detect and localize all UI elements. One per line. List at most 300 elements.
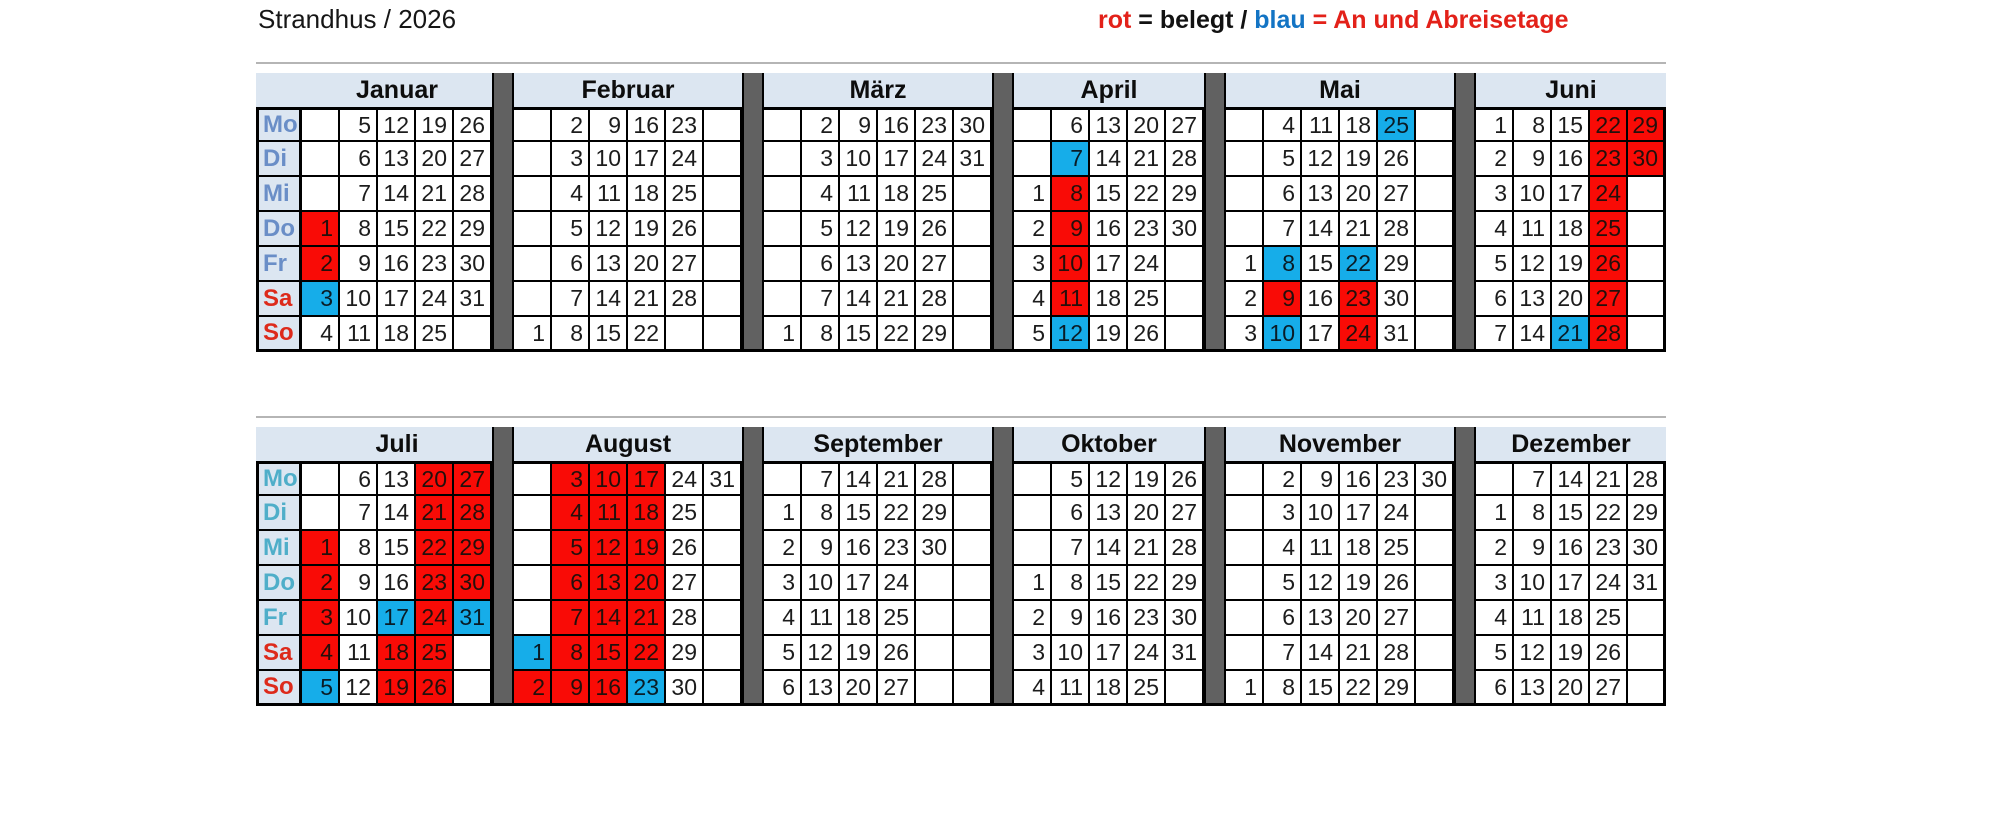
day-cell: 30 [1378,282,1416,317]
day-cell: 22 [628,317,666,352]
day-cell: 19 [840,636,878,671]
month-header: August [514,427,742,461]
day-cell: 29 [1628,496,1666,531]
day-cell-empty [916,636,954,671]
day-cell: 23 [416,247,454,282]
weekday-label: Do [256,566,302,601]
day-cell: 4 [302,636,340,671]
day-cell: 18 [1340,531,1378,566]
day-cell: 16 [1302,282,1340,317]
day-cell: 8 [1514,496,1552,531]
day-cell: 1 [514,317,552,352]
day-cell: 27 [454,142,492,177]
day-cell: 9 [1302,461,1340,496]
day-cell: 27 [916,247,954,282]
day-cell: 21 [1590,461,1628,496]
day-cell: 14 [1302,212,1340,247]
month-header: Juli [302,427,492,461]
day-cell: 22 [416,212,454,247]
day-cell: 29 [916,317,954,352]
day-cell: 1 [302,531,340,566]
day-cell-empty [1226,461,1264,496]
day-cell: 16 [878,107,916,142]
weekday-label: Do [256,212,302,247]
day-cell: 1 [1476,107,1514,142]
day-cell: 15 [1090,177,1128,212]
day-cell: 22 [1128,566,1166,601]
month-header: November [1226,427,1454,461]
day-cell: 1 [1226,247,1264,282]
day-cell: 28 [916,461,954,496]
day-cell: 11 [1514,212,1552,247]
day-cell: 16 [1090,601,1128,636]
day-cell: 16 [378,566,416,601]
month-separator [1454,427,1476,706]
day-cell: 2 [552,107,590,142]
day-cell: 12 [1052,317,1090,352]
day-cell: 20 [1128,496,1166,531]
legend-part: = belegt / [1131,6,1255,34]
day-cell: 5 [552,212,590,247]
day-cell: 25 [666,496,704,531]
day-cell-empty [1226,212,1264,247]
day-cell: 5 [1014,317,1052,352]
day-cell: 12 [590,212,628,247]
legend-part: blau [1254,6,1306,34]
day-cell-empty [704,107,742,142]
day-cell-empty [954,177,992,212]
day-cell: 12 [1302,566,1340,601]
day-cell: 27 [1590,671,1628,706]
day-cell: 29 [454,212,492,247]
day-cell: 24 [416,282,454,317]
day-cell: 4 [764,601,802,636]
day-cell: 26 [1378,566,1416,601]
day-cell-empty [1416,177,1454,212]
day-cell: 30 [1628,142,1666,177]
day-cell: 18 [1090,282,1128,317]
day-cell: 14 [590,601,628,636]
weekday-label: Mi [256,531,302,566]
day-cell-empty [954,671,992,706]
day-cell: 7 [340,496,378,531]
day-cell: 30 [1166,212,1204,247]
day-cell: 21 [878,282,916,317]
day-cell: 24 [666,142,704,177]
month-header: April [1014,73,1204,107]
day-cell-empty [1628,671,1666,706]
day-cell: 26 [1590,636,1628,671]
day-cell: 26 [666,531,704,566]
day-cell: 1 [1014,566,1052,601]
calendar-grid-jan-jun [256,73,1666,352]
day-cell: 30 [666,671,704,706]
day-cell: 11 [340,636,378,671]
day-cell: 21 [416,496,454,531]
weekday-column-header [256,427,302,461]
day-cell: 16 [628,107,666,142]
day-cell: 11 [802,601,840,636]
day-cell: 6 [1264,601,1302,636]
legend [1098,6,1568,35]
day-cell: 24 [1590,566,1628,601]
day-cell: 16 [1552,531,1590,566]
day-cell: 14 [840,461,878,496]
day-cell: 31 [1378,317,1416,352]
day-cell: 18 [628,177,666,212]
day-cell-empty [954,531,992,566]
day-cell: 20 [1340,601,1378,636]
day-cell: 6 [1476,282,1514,317]
day-cell: 10 [1052,636,1090,671]
day-cell: 25 [878,601,916,636]
day-cell: 20 [1552,282,1590,317]
month-header: Juni [1476,73,1666,107]
day-cell: 17 [840,566,878,601]
day-cell: 13 [1302,177,1340,212]
day-cell-empty [514,566,552,601]
day-cell-empty [1628,177,1666,212]
day-cell: 14 [590,282,628,317]
day-cell-empty [302,461,340,496]
day-cell: 14 [1090,531,1128,566]
day-cell: 13 [1090,107,1128,142]
day-cell: 23 [1590,142,1628,177]
day-cell: 11 [1052,282,1090,317]
day-cell-empty [514,142,552,177]
month-header: Januar [302,73,492,107]
month-separator [492,73,514,352]
day-cell-empty [1628,212,1666,247]
calendar-first-half [256,62,1666,352]
day-cell-empty [1416,212,1454,247]
day-cell-empty [1226,496,1264,531]
day-cell: 17 [378,601,416,636]
day-cell: 13 [1302,601,1340,636]
day-cell: 19 [628,531,666,566]
day-cell: 21 [1552,317,1590,352]
weekday-label: Mo [256,107,302,142]
day-cell: 17 [878,142,916,177]
day-cell-empty [764,212,802,247]
day-cell: 28 [1628,461,1666,496]
day-cell: 16 [840,531,878,566]
page-title: Strandhus / 2026 [258,4,457,34]
day-cell: 23 [628,671,666,706]
day-cell: 22 [1128,177,1166,212]
day-cell: 21 [1128,531,1166,566]
day-cell-empty [302,142,340,177]
day-cell: 28 [916,282,954,317]
day-cell-empty [514,461,552,496]
day-cell: 13 [802,671,840,706]
day-cell: 15 [1552,107,1590,142]
day-cell: 6 [1052,107,1090,142]
day-cell: 9 [1052,212,1090,247]
day-cell-empty [1628,282,1666,317]
day-cell: 15 [590,317,628,352]
day-cell: 22 [878,317,916,352]
day-cell-empty [1226,107,1264,142]
day-cell: 23 [666,107,704,142]
day-cell-empty [1416,142,1454,177]
weekday-label: So [256,671,302,706]
day-cell: 2 [802,107,840,142]
day-cell-empty [1416,636,1454,671]
day-cell: 22 [878,496,916,531]
day-cell: 18 [878,177,916,212]
day-cell: 25 [1378,107,1416,142]
day-cell: 30 [916,531,954,566]
day-cell: 7 [802,461,840,496]
day-cell: 24 [416,601,454,636]
day-cell-empty [514,496,552,531]
day-cell: 1 [764,496,802,531]
month-header: Dezember [1476,427,1666,461]
day-cell-empty [1014,496,1052,531]
day-cell: 13 [378,461,416,496]
day-cell: 25 [916,177,954,212]
day-cell-empty [764,107,802,142]
day-cell: 8 [802,496,840,531]
day-cell-empty [1166,247,1204,282]
day-cell: 28 [1590,317,1628,352]
day-cell-empty [1628,247,1666,282]
day-cell: 11 [340,317,378,352]
day-cell: 24 [1590,177,1628,212]
day-cell: 22 [1590,496,1628,531]
day-cell: 8 [340,531,378,566]
day-cell: 4 [1014,671,1052,706]
month-header: September [764,427,992,461]
day-cell: 28 [454,177,492,212]
day-cell: 20 [840,671,878,706]
day-cell: 30 [1416,461,1454,496]
day-cell: 15 [1302,247,1340,282]
day-cell: 6 [1476,671,1514,706]
day-cell: 23 [1128,212,1166,247]
day-cell-empty [1416,531,1454,566]
day-cell: 7 [1052,531,1090,566]
divider-line [256,62,1666,64]
day-cell-empty [1226,177,1264,212]
day-cell-empty [704,282,742,317]
day-cell-empty [764,282,802,317]
day-cell-empty [302,107,340,142]
day-cell: 12 [340,671,378,706]
day-cell: 28 [454,496,492,531]
month-header: Oktober [1014,427,1204,461]
day-cell: 17 [1340,496,1378,531]
day-cell: 8 [1264,671,1302,706]
day-cell: 9 [1052,601,1090,636]
day-cell: 13 [590,566,628,601]
day-cell: 24 [1128,636,1166,671]
day-cell: 26 [1128,317,1166,352]
day-cell: 16 [1340,461,1378,496]
day-cell-empty [1416,496,1454,531]
day-cell: 3 [302,282,340,317]
day-cell-empty [954,212,992,247]
day-cell: 30 [454,566,492,601]
day-cell-empty [454,636,492,671]
day-cell: 25 [1128,671,1166,706]
day-cell-empty [704,177,742,212]
day-cell: 10 [590,461,628,496]
day-cell: 23 [1128,601,1166,636]
day-cell: 15 [590,636,628,671]
day-cell: 18 [840,601,878,636]
day-cell-empty [1014,107,1052,142]
day-cell: 16 [378,247,416,282]
day-cell-empty [1416,566,1454,601]
day-cell: 12 [840,212,878,247]
day-cell: 7 [552,282,590,317]
day-cell-empty [514,177,552,212]
day-cell-empty [916,601,954,636]
day-cell: 17 [1552,566,1590,601]
day-cell: 2 [1226,282,1264,317]
day-cell-empty [514,531,552,566]
day-cell: 8 [1052,177,1090,212]
day-cell-empty [514,107,552,142]
day-cell: 26 [1590,247,1628,282]
day-cell: 27 [1166,496,1204,531]
day-cell: 25 [1590,212,1628,247]
day-cell: 19 [1552,247,1590,282]
day-cell: 26 [916,212,954,247]
day-cell: 25 [416,636,454,671]
day-cell: 28 [1378,212,1416,247]
day-cell: 10 [1052,247,1090,282]
divider-line [256,416,1666,418]
month-separator [992,73,1014,352]
day-cell: 5 [1264,566,1302,601]
day-cell: 2 [302,247,340,282]
day-cell: 7 [552,601,590,636]
day-cell: 23 [1378,461,1416,496]
day-cell: 18 [1090,671,1128,706]
day-cell: 3 [302,601,340,636]
day-cell: 2 [1476,531,1514,566]
weekday-label: Di [256,496,302,531]
day-cell: 18 [378,317,416,352]
day-cell: 14 [840,282,878,317]
day-cell: 31 [1628,566,1666,601]
day-cell: 22 [1590,107,1628,142]
day-cell: 10 [802,566,840,601]
day-cell: 20 [416,142,454,177]
day-cell: 21 [628,601,666,636]
weekday-label: Sa [256,636,302,671]
day-cell: 13 [1514,671,1552,706]
day-cell: 3 [552,142,590,177]
day-cell: 26 [1166,461,1204,496]
day-cell: 2 [1014,212,1052,247]
day-cell: 30 [1166,601,1204,636]
day-cell-empty [764,142,802,177]
day-cell: 4 [1264,107,1302,142]
day-cell: 6 [1052,496,1090,531]
day-cell: 29 [1166,566,1204,601]
day-cell: 4 [802,177,840,212]
day-cell: 15 [1552,496,1590,531]
day-cell: 21 [416,177,454,212]
day-cell: 4 [552,496,590,531]
day-cell: 9 [1514,142,1552,177]
day-cell: 8 [802,317,840,352]
day-cell-empty [916,566,954,601]
day-cell: 10 [840,142,878,177]
day-cell: 19 [1128,461,1166,496]
day-cell: 6 [552,247,590,282]
day-cell: 5 [764,636,802,671]
day-cell: 23 [1340,282,1378,317]
day-cell: 17 [1302,317,1340,352]
day-cell: 12 [1514,636,1552,671]
day-cell: 19 [1340,142,1378,177]
day-cell: 24 [1378,496,1416,531]
day-cell-empty [704,496,742,531]
day-cell: 27 [1378,601,1416,636]
day-cell: 20 [1552,671,1590,706]
day-cell: 7 [1264,212,1302,247]
day-cell: 29 [1628,107,1666,142]
day-cell: 6 [340,142,378,177]
day-cell: 14 [1514,317,1552,352]
day-cell: 9 [802,531,840,566]
calendar-grid-jul-dez [256,427,1666,706]
day-cell: 1 [764,317,802,352]
day-cell: 8 [552,317,590,352]
day-cell-empty [454,671,492,706]
day-cell: 3 [1226,317,1264,352]
day-cell-empty [1166,282,1204,317]
day-cell-empty [1416,671,1454,706]
day-cell: 27 [1590,282,1628,317]
day-cell: 14 [1302,636,1340,671]
day-cell: 26 [666,212,704,247]
day-cell: 7 [802,282,840,317]
day-cell: 17 [1090,247,1128,282]
day-cell: 27 [454,461,492,496]
day-cell: 11 [1514,601,1552,636]
day-cell: 6 [764,671,802,706]
day-cell: 28 [666,282,704,317]
day-cell: 15 [840,317,878,352]
month-separator [742,427,764,706]
day-cell-empty [1166,671,1204,706]
day-cell: 18 [378,636,416,671]
day-cell: 11 [590,177,628,212]
day-cell: 24 [878,566,916,601]
day-cell: 18 [628,496,666,531]
day-cell-empty [1416,317,1454,352]
day-cell-empty [704,317,742,352]
day-cell: 9 [840,107,878,142]
day-cell: 5 [1476,636,1514,671]
day-cell: 29 [1378,671,1416,706]
day-cell: 10 [1514,177,1552,212]
day-cell: 13 [1090,496,1128,531]
day-cell: 19 [878,212,916,247]
day-cell-empty [954,496,992,531]
weekday-label: Sa [256,282,302,317]
day-cell-empty [1416,107,1454,142]
day-cell: 19 [1090,317,1128,352]
day-cell: 26 [878,636,916,671]
day-cell-empty [514,212,552,247]
